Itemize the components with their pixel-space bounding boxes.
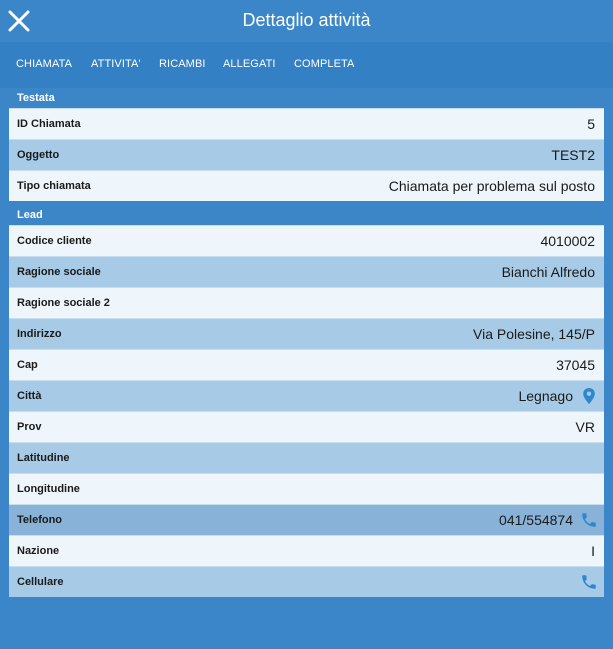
row-citta[interactable] (9, 380, 604, 411)
page-title: Dettaglio attività (242, 10, 371, 30)
row-tipo-chiamata[interactable] (9, 170, 604, 201)
field-label: Cellulare (17, 576, 64, 588)
tab-completa[interactable]: COMPLETA (294, 58, 355, 70)
row-indirizzo[interactable] (9, 318, 604, 349)
field-value: Via Polesine, 145/P (473, 326, 595, 342)
field-label: Oggetto (17, 149, 60, 161)
row-telefono[interactable] (9, 504, 604, 535)
field-value: 37045 (556, 357, 595, 373)
field-label: Ragione sociale (17, 266, 101, 278)
row-nazione[interactable] (9, 535, 604, 566)
tab-allegati[interactable]: ALLEGATI (223, 58, 276, 70)
tab-ricambi[interactable]: RICAMBI (159, 58, 206, 70)
field-label: Cap (17, 359, 38, 371)
field-value: Chiamata per problema sul posto (388, 178, 595, 194)
row-oggetto[interactable] (9, 139, 604, 170)
field-label: ID Chiamata (17, 118, 81, 130)
tab-bar (0, 42, 613, 88)
row-cap[interactable] (9, 349, 604, 380)
row-ragione-sociale[interactable] (9, 256, 604, 287)
field-label: Prov (17, 421, 42, 433)
field-label: Latitudine (17, 452, 70, 464)
field-label: Ragione sociale 2 (17, 297, 110, 309)
field-value: VR (575, 419, 595, 435)
tab-attivita[interactable]: ATTIVITA' (91, 58, 141, 70)
row-longitudine[interactable] (9, 473, 604, 504)
row-ragione-sociale-2[interactable] (9, 287, 604, 318)
field-label: Longitudine (17, 483, 80, 495)
map-pin-icon[interactable] (580, 387, 598, 405)
field-value: 4010002 (540, 233, 595, 249)
row-id-chiamata[interactable] (9, 108, 604, 139)
field-value: Legnago (518, 388, 573, 404)
field-label: Indirizzo (17, 328, 62, 340)
field-label: Tipo chiamata (17, 180, 91, 192)
field-value: 5 (587, 116, 595, 132)
field-value: TEST2 (551, 147, 595, 163)
field-value: Bianchi Alfredo (501, 264, 595, 280)
detail-card (9, 88, 604, 597)
tab-chiamata[interactable]: CHIAMATA (16, 58, 73, 70)
field-value: I (591, 543, 595, 559)
field-label: Telefono (17, 514, 63, 526)
field-label: Città (17, 390, 42, 402)
field-label: Codice cliente (17, 235, 92, 247)
phone-icon[interactable] (580, 573, 598, 591)
section-header-testata: Testata (9, 88, 604, 108)
header-bar (0, 0, 613, 42)
row-prov[interactable] (9, 411, 604, 442)
row-codice-cliente[interactable] (9, 225, 604, 256)
row-latitudine[interactable] (9, 442, 604, 473)
field-label: Nazione (17, 545, 60, 557)
section-header-lead: Lead (9, 205, 604, 225)
field-value: 041/554874 (499, 512, 573, 528)
row-cellulare[interactable] (9, 566, 604, 597)
phone-icon[interactable] (580, 511, 598, 529)
